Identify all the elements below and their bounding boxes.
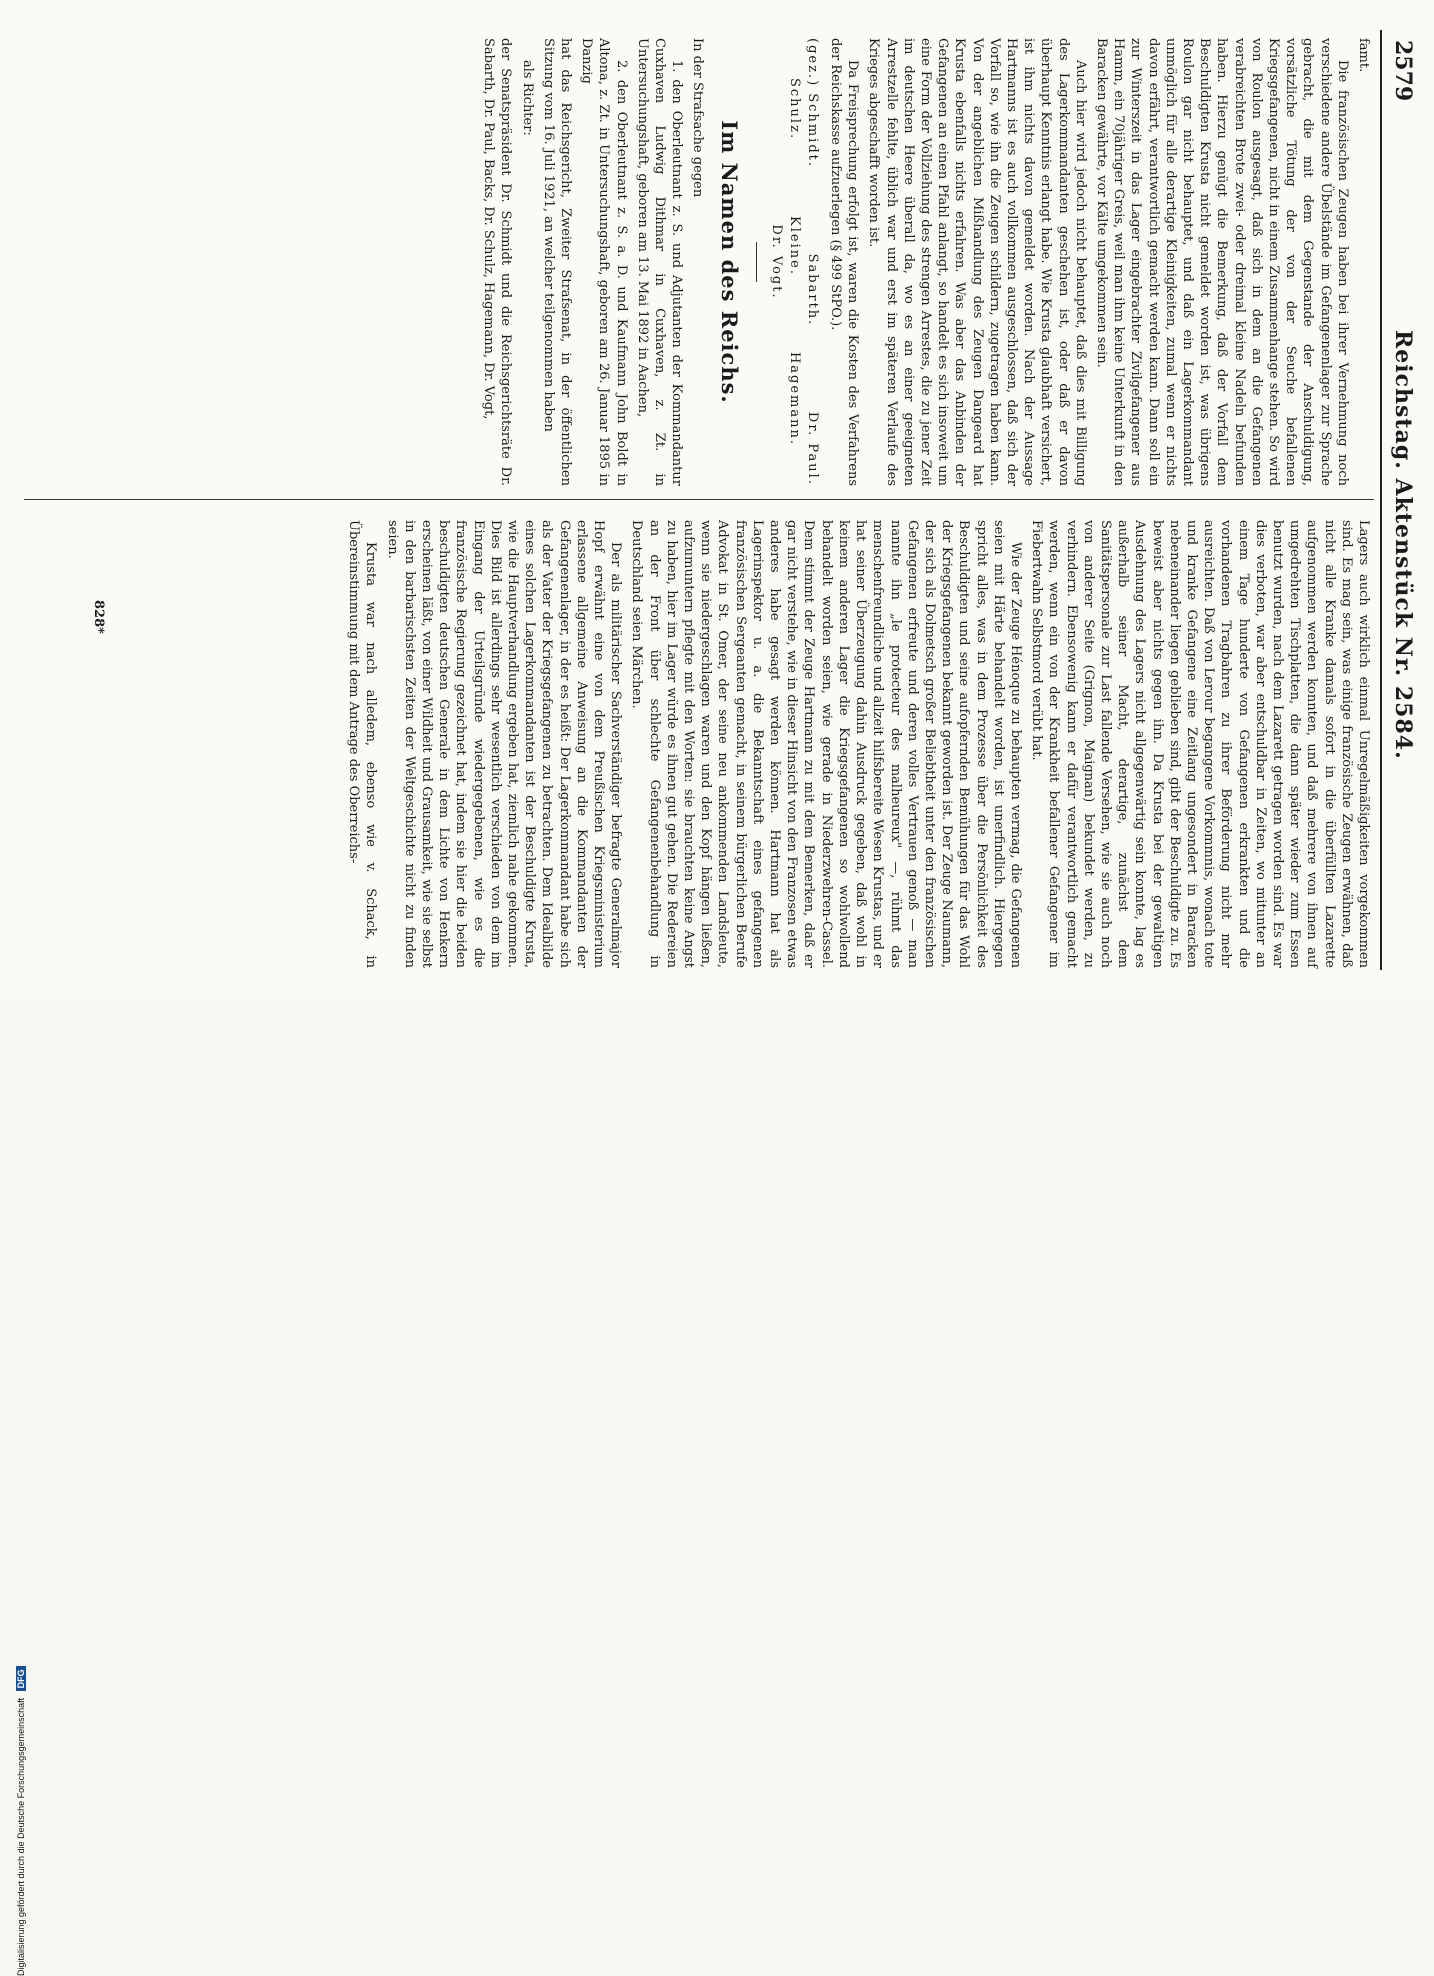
paragraph: als Richter: <box>519 60 535 136</box>
signature: Dr. Vogt. <box>768 224 784 300</box>
footer-credit-text: Digitalisierung gefördert durch die Deutsche Forschungsgemeinschaft <box>16 1697 26 1976</box>
signature-block <box>767 38 821 486</box>
paragraph: Lagers auch wirklich einmal Unregelmäßigkeiten vorgekommen sind. Es mag sein, was einige französische Zeugen erwähnen, daß nicht alle Kranke damals sofort in die überfüllten Lazarette aufgenommen werden konnten, und daß mehrere von ihnen auf umgedrehten Tischplatten, die dann später wieder zum Essen benutzt wurden, nach dem Lazarett getragen worden sind. Es war dies verboten, war aber entschuldbar in Zeiten, wo mitunter an einem Tage hunderte von Gefangenen erkrankten und die vorhandenen Tragbahren zu ihrer Beförderung nicht mehr ausreichten. Daß von Lerour begangene Vorkommnis, wonach tote und kranke Gefangene eine Zeitlang ungesondert in Baracken nebeneinander liegen geblieben sind, gibt der Beschuldigte zu. Es beweist aber nichts gegen ihn. Da Krusta bei der gewaltigen Ausdehnung des Lagers nicht allgegenwärtig sein konnte, lag es außerhalb seiner Macht, derartige, zunächst dem Sanitätspersonale zur Last fallende Versehen, wie sie auch noch von anderer Seite (Grignon, Maignan) bekundet werden, zu verhindern. Ebensowenig kann er dafür verantwortlich gemacht werden, wenn ein von der Krankheit befallener Gefangener im Fiebertwahn Selbstmord verübt hat. <box>1029 520 1371 968</box>
paragraph: Wie der Zeuge Hénoque zu behaupten vermag, die Gefangenen seien mit Härte behandelt worden, ist unerfindlich. Hiergegen spricht alles, was in dem Prozesse über die Persönlichkeit des Beschuldigten und seine aufopfernden Bemühungen für das Wohl der Kriegsgefangenen bekannt geworden ist. Der Zeuge Naumann, der sich als Dolmetsch großer Beliebtheit unter den französischen Gefangenen erfreute und deren volles Vertrauen genoß — man nannte ihn „le protecteur des malheureux" —, rühmt das menschenfreundliche und allzeit hilfsbereite Wesen Krustas, und er hat seiner Überzeugung dahin Ausdruck gegeben, daß wohl in keinem anderen Lager die Kriegsgefangenen so wohlwollend behandelt worden seien, wie gerade in Niederzwehren-Cassel. Dem stimmt der Zeuge Hartmann zu mit dem Bemerken, daß er gar nicht verstehe, wie in dieser Hinsicht von den Franzosen etwas anderes habe gesagt werden können. Hartmann hat als Lagerinspektor u. a. die Bekanntschaft eines gefangenen französischen Sergeanten gemacht, in seinem bürgerlichen Berufe Advokat in St. Omer, der seine neu ankommenden Landsleute, wenn sie niedergeschlagen waren und den Kopf hängen ließen, aufzumuntern pflegte mit den Worten: sie brauchten keine Angst zu haben, hier im Lager würde es ihnen gut gehen. Die Redereien an der Front über schlechte Gefangenenbehandlung in Deutschland seien Märchen. <box>629 520 1023 968</box>
section-heading: Im Namen des Reichs. <box>716 120 742 404</box>
footer-credit <box>16 1666 26 1976</box>
column-divider <box>24 499 1374 500</box>
paragraph: famt. <box>1356 38 1371 73</box>
paragraph: Der als militärischer Sachverständiger befragte Generalmajor Hopf erwähnt eine von dem Preußischen Kriegsministerium erlassene allgemeine Anweisung an die Kommandanten der Gefangenenlager, in der es heißt: Der Lagerkommandant habe sich als der Vater der Kriegsgefangenen zu betrachten. Dem Idealbilde eines solchen Lagerkommandanten ist der Beschuldigte Krusta, wie die Hauptverhandlung ergeben hat, ziemlich nahe gekommen. Dies Bild ist allerdings sehr wesentlich verschieden von dem im Eingang der Urteilsgründe wiedergegebenen, wie es die französische Regierung gezeichnet hat, indem sie hier die beiden beschuldigten deutschen Generale in dem Lichte von Henkern erscheinen läßt, von einer Wildheit und Grausamkeit, wie sie selbst in den barbarischsten Zeiten der Weltgeschichte nicht zu finden seien. <box>384 520 624 968</box>
list-item: 1. den Oberleutnant z. S. und Adjutanten der Kommandantur Cuxhaven Ludwig Dithmar in Cuxhaven, z. Zt. in Untersuchungshaft, geboren am 13. Mai 1892 in Aachen, <box>634 38 685 486</box>
paragraph: Die französischen Zeugen haben bei ihrer Vernehmung noch verschiedene andere Übelstände im Gefangenenlager zur Sprache gebracht, die mit dem Gegenstande der Anschuldigung, vorsätzliche Tötung der von der Seuche befallenen Kriegsgefangenen, nicht in einem Zusammenhange stehen. So wird von Roulon ausgesagt, daß sich in dem an die Gefangenen verabreichten Brote zwei- oder dreimal kleine Nadeln befunden haben. Hierzu genügt die Bemerkung, daß der Vorfall dem Beschuldigten Krusta nicht gemeldet worden ist, was übrigens Roulon gar nicht behauptet, und daß ein Lagerkommandant unmöglich für alle derartige Kleinigkeiten, zumal wenn er nichts davon erfährt, verantwortlich gemacht werden kann. Dann soll ein zur Winterszeit in das Lager eingebrachter Zivilgefangener aus Hamm, ein 70jähriger Greis, weil man ihm keine Unterkunft in den Baracken gewährte, vor Kälte umgekommen sein. <box>1093 38 1350 486</box>
signature: (gez.) Schmidt. <box>804 38 820 168</box>
digitization-footer <box>2 976 1434 1976</box>
paragraph: Krusta war nach alledem, ebenso wie v. Schack, in Übereinstimmung mit dem Antrage des Oberreichs- <box>346 520 379 968</box>
header-page-number: 2579 <box>1390 40 1416 102</box>
dfg-logo-icon: DFG <box>16 1666 26 1691</box>
section-rule <box>756 242 757 282</box>
right-column <box>341 520 1372 968</box>
paragraph: hat das Reichsgericht, Zweiter Strafsenat, in der öffentlichen Sitzung vom 16. Juli 1921, an welcher teilgenommen haben <box>540 38 574 486</box>
paragraph: der Senatspräsident Dr. Schmidt und die Reichsgerichtsräte Dr. Sabarth, Dr. Paul, Backs, Dr. Schulz, Hagemann, Dr. Vogt, <box>481 38 514 486</box>
signature: Hagemann. <box>786 351 802 446</box>
paragraph: Da Freisprechung erfolgt ist, waren die Kosten des Verfahrens der Reichskasse aufzuerlegen (§ 499 StPO.). <box>827 38 861 486</box>
header-rule <box>1380 30 1382 970</box>
paragraph: In der Strafsache gegen <box>690 38 706 198</box>
left-column <box>476 38 1372 486</box>
page-footer-number: 828* <box>91 600 106 634</box>
header-title: Reichstag. Aktenstück Nr. 2584. <box>1390 330 1416 760</box>
signature: Sabarth. <box>804 253 820 327</box>
paragraph: Auch hier wird jedoch nicht behauptet, daß dies mit Billigung des Lagerkommandanten geschehen ist, oder daß er davon überhaupt Kenntnis erlangt habe. Wie Krusta glaubhaft versichert, ist ihm nichts davon gemeldet worden. Nach der Aussage Hartmanns ist es auch vollkommen ausgeschlossen, daß sich der Vorfall so, wie ihn die Zeugen schildern, zugetragen haben kann. Von der angeblichen Mißhandlung des Zeugen Dangeard hat Krusta ebenfalls nichts erfahren. Was aber das Anbinden der Gefangenen an einen Pfahl anlangt, so handelt es sich insoweit um eine Form der Vollziehung des strengen Arrestes, die zu jener Zeit im deutschen Heere überall da, wo es an einer geeigneten Arrestzelle fehlte, üblich war und erst im späteren Verlaufe des Krieges abgeschafft worden ist. <box>866 38 1088 486</box>
signature: Schulz. <box>786 78 802 141</box>
page-header <box>1380 30 1420 970</box>
signature: Dr. Paul. <box>804 411 820 486</box>
signature: Kleine. <box>786 216 802 276</box>
list-item: 2. den Oberleutnant z. S. a. D. und Kaufmann John Boldt in Altona, z. Zt. in Untersuchungshaft, geboren am 26. Januar 1895 in Danzig <box>579 38 629 486</box>
